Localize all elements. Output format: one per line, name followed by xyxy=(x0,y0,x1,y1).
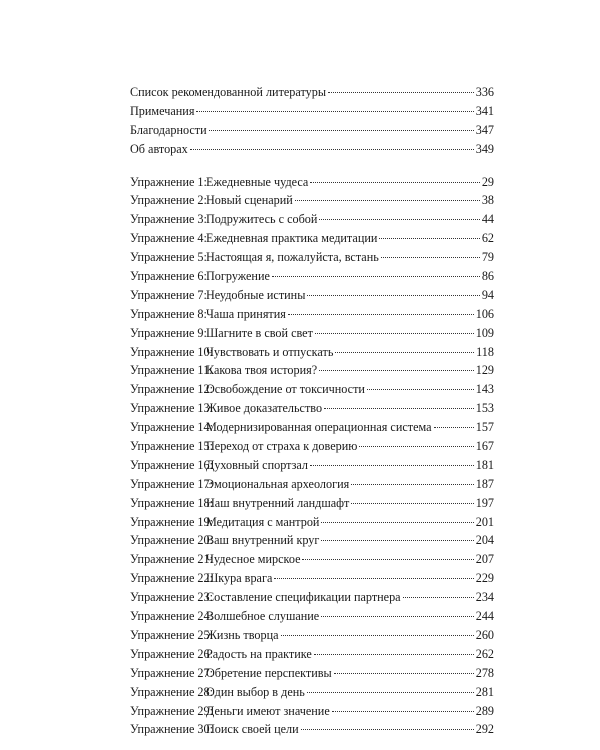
dot-leader xyxy=(196,110,473,112)
page-number: 38 xyxy=(481,193,494,208)
exercise-label xyxy=(130,494,349,513)
exercise-number: Упражнение 19: xyxy=(130,514,214,529)
dot-leader xyxy=(281,634,474,636)
dot-leader xyxy=(307,691,474,693)
exercise-title: Ежедневные чудеса xyxy=(206,174,309,189)
exercise-title: Эмоциональная археология xyxy=(206,476,350,491)
dot-leader xyxy=(321,539,473,541)
exercise-number: Упражнение 18: xyxy=(130,495,214,510)
exercise-label xyxy=(130,626,279,645)
exercise-number: Упражнение 30: xyxy=(130,722,214,737)
exercise-entry xyxy=(130,569,494,588)
page-number: 94 xyxy=(481,287,494,302)
dot-leader xyxy=(274,577,473,579)
dot-leader xyxy=(302,558,473,560)
exercise-entry xyxy=(130,380,494,399)
dot-leader xyxy=(314,653,474,655)
exercise-label xyxy=(130,513,319,532)
dot-leader xyxy=(332,710,474,712)
exercise-title: Шкура врага xyxy=(206,571,273,586)
exercise-entry xyxy=(130,664,494,683)
exercise-number: Упражнение 15: xyxy=(130,439,214,454)
exercise-entry xyxy=(130,191,494,210)
page-number: 143 xyxy=(475,382,494,397)
page-number: 278 xyxy=(475,665,494,680)
exercise-number: Упражнение 6: xyxy=(130,269,207,284)
dot-leader xyxy=(359,445,473,447)
exercise-title: Освобождение от токсичности xyxy=(206,382,365,397)
exercise-number: Упражнение 9: xyxy=(130,325,207,340)
exercise-number: Упражнение 7: xyxy=(130,287,207,302)
exercise-label xyxy=(130,380,365,399)
exercise-label xyxy=(130,531,319,550)
exercise-label xyxy=(130,418,432,437)
exercise-title: Поиск своей цели xyxy=(206,722,299,737)
page-number: 292 xyxy=(475,722,494,737)
exercise-entry xyxy=(130,607,494,626)
dot-leader xyxy=(324,407,474,409)
exercise-entry xyxy=(130,343,494,362)
page-number: 341 xyxy=(475,103,494,118)
page-number: 79 xyxy=(481,250,494,265)
dot-leader xyxy=(307,294,479,296)
exercise-title: Наш внутренний ландшафт xyxy=(206,495,350,510)
exercise-title: Модернизированная операционная система xyxy=(206,420,432,435)
exercise-number: Упражнение 24: xyxy=(130,609,214,624)
exercise-entry xyxy=(130,626,494,645)
page-number: 260 xyxy=(475,627,494,642)
exercise-title: Медитация с мантрой xyxy=(206,514,320,529)
dot-leader xyxy=(321,615,474,617)
exercise-entry xyxy=(130,588,494,607)
exercise-entry xyxy=(130,683,494,702)
exercise-title: Живое доказательство xyxy=(206,401,323,416)
toc-entry xyxy=(130,83,494,102)
dot-leader xyxy=(315,332,474,334)
exercise-label xyxy=(130,456,308,475)
exercise-entry xyxy=(130,437,494,456)
exercise-number: Упражнение 4: xyxy=(130,231,207,246)
exercise-entry xyxy=(130,210,494,229)
exercise-label xyxy=(130,361,317,380)
page-number: 86 xyxy=(481,269,494,284)
page-number: 262 xyxy=(475,646,494,661)
exercise-number: Упражнение 25: xyxy=(130,627,214,642)
exercise-number: Упражнение 1: xyxy=(130,174,207,189)
exercise-entry xyxy=(130,418,494,437)
exercise-entry xyxy=(130,645,494,664)
exercise-entry xyxy=(130,456,494,475)
exercise-title: Чаша принятия xyxy=(206,306,286,321)
exercise-number: Упражнение 12: xyxy=(130,382,214,397)
exercise-title: Ежедневная практика медитации xyxy=(206,231,378,246)
exercise-entry xyxy=(130,550,494,569)
exercise-number: Упражнение 29: xyxy=(130,703,214,718)
dot-leader xyxy=(351,502,473,504)
exercise-title: Какова твоя история? xyxy=(206,363,318,378)
page-number: 289 xyxy=(475,703,494,718)
exercise-label xyxy=(130,399,322,418)
section-gap xyxy=(130,159,494,173)
exercise-label xyxy=(130,475,349,494)
exercise-title: Чувствовать и отпускать xyxy=(206,344,334,359)
exercise-label xyxy=(130,286,305,305)
exercise-entry xyxy=(130,173,494,192)
exercise-title: Обретение перспективы xyxy=(206,665,332,680)
entry-title: Примечания xyxy=(130,103,195,118)
exercise-title: Новый сценарий xyxy=(206,193,293,208)
exercise-title: Неудобные истины xyxy=(206,287,306,302)
page-number: 349 xyxy=(475,141,494,156)
exercise-title: Составление спецификации партнера xyxy=(206,590,401,605)
exercise-number: Упражнение 21: xyxy=(130,552,214,567)
exercise-entry xyxy=(130,399,494,418)
exercise-number: Упражнение 17: xyxy=(130,476,214,491)
exercise-entry xyxy=(130,229,494,248)
exercise-number: Упражнение 3: xyxy=(130,212,207,227)
page-number: 207 xyxy=(475,552,494,567)
exercise-entry xyxy=(130,324,494,343)
exercise-number: Упражнение 5: xyxy=(130,250,207,265)
page-number: 187 xyxy=(475,476,494,491)
page-number: 109 xyxy=(475,325,494,340)
exercise-entry xyxy=(130,267,494,286)
exercise-title: Подружитесь с собой xyxy=(206,212,318,227)
dot-leader xyxy=(310,464,474,466)
exercise-label xyxy=(130,664,332,683)
exercise-list xyxy=(130,173,494,740)
exercise-entry xyxy=(130,513,494,532)
exercise-entry xyxy=(130,720,494,739)
exercise-label xyxy=(130,173,308,192)
dot-leader xyxy=(272,275,480,277)
dot-leader xyxy=(334,672,474,674)
page-number: 153 xyxy=(475,401,494,416)
dot-leader xyxy=(209,129,474,131)
exercise-number: Упражнение 27: xyxy=(130,665,214,680)
dot-leader xyxy=(310,181,479,183)
exercise-label xyxy=(130,248,379,267)
exercise-label xyxy=(130,229,377,248)
exercise-number: Упражнение 2: xyxy=(130,193,207,208)
table-of-contents xyxy=(130,83,494,739)
dot-leader xyxy=(335,351,474,353)
page-number: 347 xyxy=(475,122,494,137)
dot-leader xyxy=(190,148,474,150)
dot-leader xyxy=(301,728,474,730)
exercise-entry xyxy=(130,531,494,550)
exercise-number: Упражнение 28: xyxy=(130,684,214,699)
page-number: 336 xyxy=(475,85,494,99)
exercise-number: Упражнение 22: xyxy=(130,571,214,586)
front-matter-list xyxy=(130,83,494,159)
exercise-number: Упражнение 11: xyxy=(130,363,213,378)
dot-leader xyxy=(321,521,473,523)
exercise-title: Духовный спортзал xyxy=(206,457,309,472)
exercise-title: Жизнь творца xyxy=(206,627,279,642)
exercise-entry xyxy=(130,305,494,324)
page-number: 201 xyxy=(475,514,494,529)
exercise-title: Чудесное мирское xyxy=(206,552,301,567)
exercise-label xyxy=(130,645,312,664)
entry-title: Об авторах xyxy=(130,141,188,156)
toc-entry xyxy=(130,121,494,140)
exercise-entry xyxy=(130,286,494,305)
exercise-number: Упражнение 13: xyxy=(130,401,214,416)
exercise-label xyxy=(130,683,305,702)
page-number: 234 xyxy=(475,590,494,605)
exercise-label xyxy=(130,343,333,362)
dot-leader xyxy=(379,237,479,239)
dot-leader xyxy=(319,218,479,220)
exercise-title: Переход от страха к доверию xyxy=(206,439,358,454)
dot-leader xyxy=(367,388,474,390)
page-number: 167 xyxy=(475,439,494,454)
dot-leader xyxy=(288,313,474,315)
exercise-entry xyxy=(130,702,494,721)
exercise-title: Погружение xyxy=(206,269,270,284)
exercise-number: Упражнение 8: xyxy=(130,306,207,321)
entry-title: Благодарности xyxy=(130,122,207,137)
exercise-title: Радость на практике xyxy=(206,646,312,661)
exercise-number: Упражнение 14: xyxy=(130,420,214,435)
exercise-label xyxy=(130,191,293,210)
dot-leader xyxy=(328,91,474,93)
page-number: 29 xyxy=(481,174,494,189)
exercise-label xyxy=(130,305,286,324)
page-number: 281 xyxy=(475,684,494,699)
dot-leader xyxy=(319,369,474,371)
dot-leader xyxy=(434,426,474,428)
page-number: 106 xyxy=(475,306,494,321)
exercise-label xyxy=(130,437,357,456)
dot-leader xyxy=(381,256,480,258)
page-number: 157 xyxy=(475,420,494,435)
exercise-label xyxy=(130,324,313,343)
page-number: 244 xyxy=(475,609,494,624)
page-number: 204 xyxy=(475,533,494,548)
exercise-entry xyxy=(130,361,494,380)
page-number: 229 xyxy=(475,571,494,586)
dot-leader xyxy=(403,596,474,598)
exercise-number: Упражнение 16: xyxy=(130,457,214,472)
exercise-entry xyxy=(130,475,494,494)
toc-entry xyxy=(130,140,494,159)
exercise-number: Упражнение 23: xyxy=(130,590,214,605)
page-number: 118 xyxy=(476,344,494,359)
exercise-number: Упражнение 10: xyxy=(130,344,214,359)
exercise-label xyxy=(130,569,272,588)
exercise-label xyxy=(130,588,401,607)
exercise-title: Волшебное слушание xyxy=(206,609,320,624)
exercise-entry xyxy=(130,248,494,267)
exercise-title: Ваш внутренний круг xyxy=(206,533,320,548)
page-number: 44 xyxy=(481,212,494,227)
exercise-title: Деньги имеют значение xyxy=(206,703,330,718)
dot-leader xyxy=(295,199,480,201)
exercise-label xyxy=(130,210,317,229)
exercise-label xyxy=(130,702,330,721)
exercise-title: Один выбор в день xyxy=(206,684,305,699)
dot-leader xyxy=(351,483,474,485)
exercise-label xyxy=(130,720,299,739)
exercise-title: Шагните в свой свет xyxy=(206,325,313,340)
exercise-number: Упражнение 26: xyxy=(130,646,214,661)
page-number: 129 xyxy=(475,363,494,378)
exercise-title: Настоящая я, пожалуйста, встань xyxy=(206,250,379,265)
exercise-entry xyxy=(130,494,494,513)
exercise-label xyxy=(130,267,270,286)
page-number: 197 xyxy=(475,495,494,510)
toc-entry xyxy=(130,102,494,121)
page-number: 62 xyxy=(481,231,494,246)
entry-title: Список рекомендованной литературы xyxy=(130,85,327,99)
exercise-number: Упражнение 20: xyxy=(130,533,214,548)
exercise-label xyxy=(130,550,300,569)
exercise-label xyxy=(130,607,319,626)
page-number: 181 xyxy=(475,457,494,472)
